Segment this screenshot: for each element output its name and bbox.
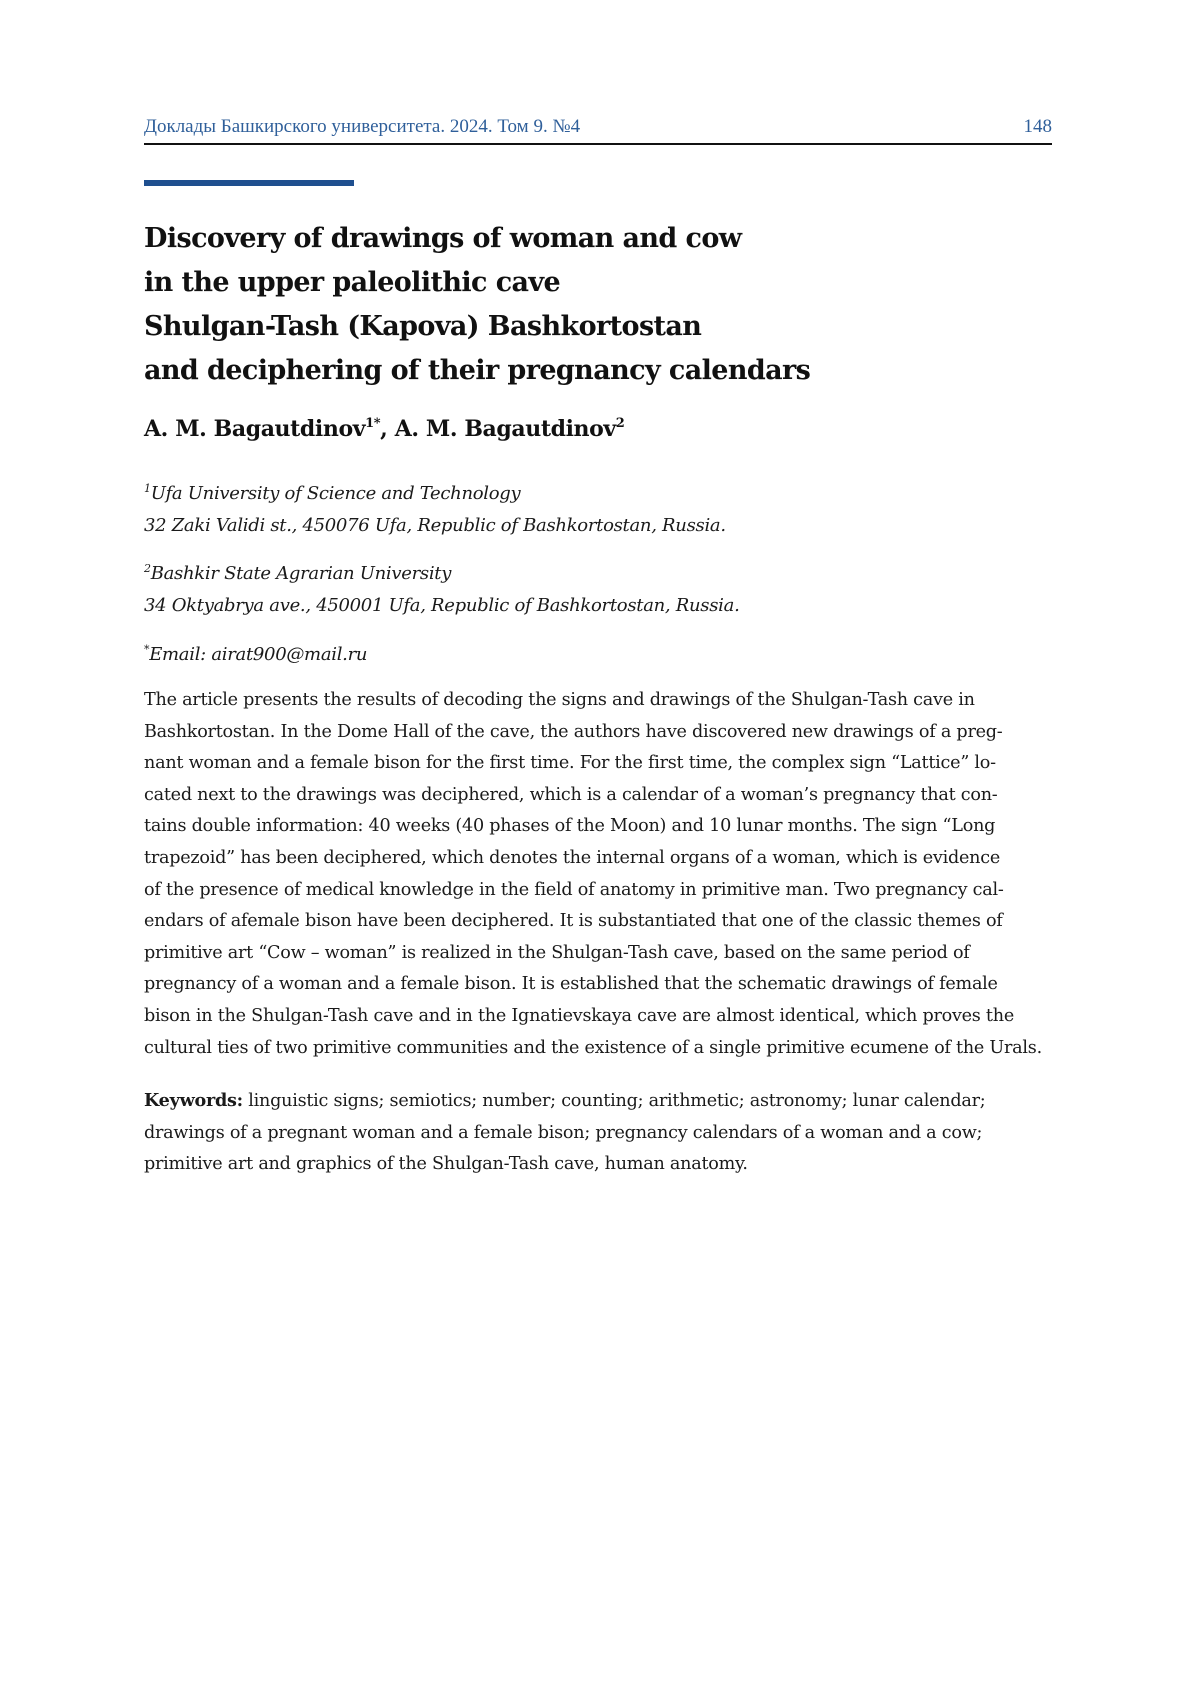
title-line: in the upper paleolithic cave	[144, 267, 561, 298]
abstract-line: tains double information: 40 weeks (40 phases of the Moon) and 10 lunar months. The sign “Long	[144, 816, 996, 837]
keywords-text: drawings of a pregnant woman and a female bison; pregnancy calendars of a woman and a cow;	[144, 1122, 983, 1143]
abstract-line: cultural ties of two primitive communities and the existence of a single primitive ecumene of the Urals.	[144, 1037, 1042, 1058]
title-line: Discovery of drawings of woman and cow	[144, 223, 742, 254]
article-title	[144, 217, 1044, 393]
author-name: A. M. Bagautdinov	[144, 416, 366, 442]
affiliation-mark: 2	[144, 562, 151, 575]
abstract-line: nant woman and a female bison for the first time. For the first time, the complex sign “Lattice” lo-	[144, 753, 996, 774]
corresponding-email	[144, 634, 1044, 671]
keywords-text: primitive art and graphics of the Shulgan-Tash cave, human anatomy.	[144, 1154, 748, 1175]
affiliation-address: 34 Oktyabrya ave., 450001 Ufa, Republic of Bashkortostan, Russia.	[144, 595, 740, 616]
abstract-line: endars of afemale bison have been deciphered. It is substantiated that one of the classic themes of	[144, 911, 1003, 932]
keywords-label: Keywords:	[144, 1090, 243, 1111]
affiliation-address: 32 Zaki Validi st., 450076 Ufa, Republic of Bashkortostan, Russia.	[144, 515, 726, 536]
affiliation-mark: 1	[144, 482, 151, 495]
abstract-line: primitive art “Cow – woman” is realized in the Shulgan-Tash cave, based on the same period of	[144, 942, 970, 963]
author-affiliation-mark: 1*	[365, 416, 381, 431]
abstract-line: The article presents the results of decoding the signs and drawings of the Shulgan-Tash cave in	[144, 690, 975, 710]
keywords	[144, 1085, 1056, 1181]
abstract-line: pregnancy of a woman and a female bison. It is established that the schematic drawings of female	[144, 974, 998, 995]
abstract-line: cated next to the drawings was deciphered, which is a calendar of a woman’s pregnancy that con-	[144, 784, 998, 805]
page-number: 148	[1023, 116, 1052, 137]
header-divider	[144, 143, 1052, 145]
abstract-line: trapezoid” has been deciphered, which denotes the internal organs of a woman, which is evidence	[144, 847, 1001, 868]
abstract-line: of the presence of medical knowledge in the field of anatomy in primitive man. Two pregnancy cal-	[144, 879, 1004, 900]
affiliation-1	[144, 473, 1044, 542]
affiliation-name: Ufa University of Science and Technology	[150, 483, 521, 504]
abstract-line: Bashkortostan. In the Dome Hall of the cave, the authors have discovered new drawings of a preg-	[144, 721, 1003, 742]
title-line: Shulgan-Tash (Kapova) Bashkortostan	[144, 311, 702, 342]
running-header	[144, 116, 1052, 142]
keywords-text: linguistic signs; semiotics; number; counting; arithmetic; astronomy; lunar calendar;	[242, 1091, 986, 1111]
affiliation-2	[144, 553, 1044, 622]
author-name: A. M. Bagautdinov	[394, 416, 616, 442]
accent-bar	[144, 180, 354, 186]
email-mark: *	[144, 643, 150, 656]
email-text: Email: airat900@mail.ru	[149, 644, 368, 665]
affiliation-name: Bashkir State Agrarian University	[150, 563, 452, 584]
author-affiliation-mark: 2	[615, 416, 625, 431]
author-separator: ,	[380, 416, 395, 442]
author-list	[144, 416, 624, 442]
abstract	[144, 685, 1056, 1064]
abstract-line: bison in the Shulgan-Tash cave and in the Ignatievskaya cave are almost identical, which proves the	[144, 1005, 1014, 1026]
title-line: and deciphering of their pregnancy calendars	[144, 355, 811, 386]
journal-citation: Доклады Башкирского университета. 2024. Том 9. №4	[144, 116, 581, 137]
